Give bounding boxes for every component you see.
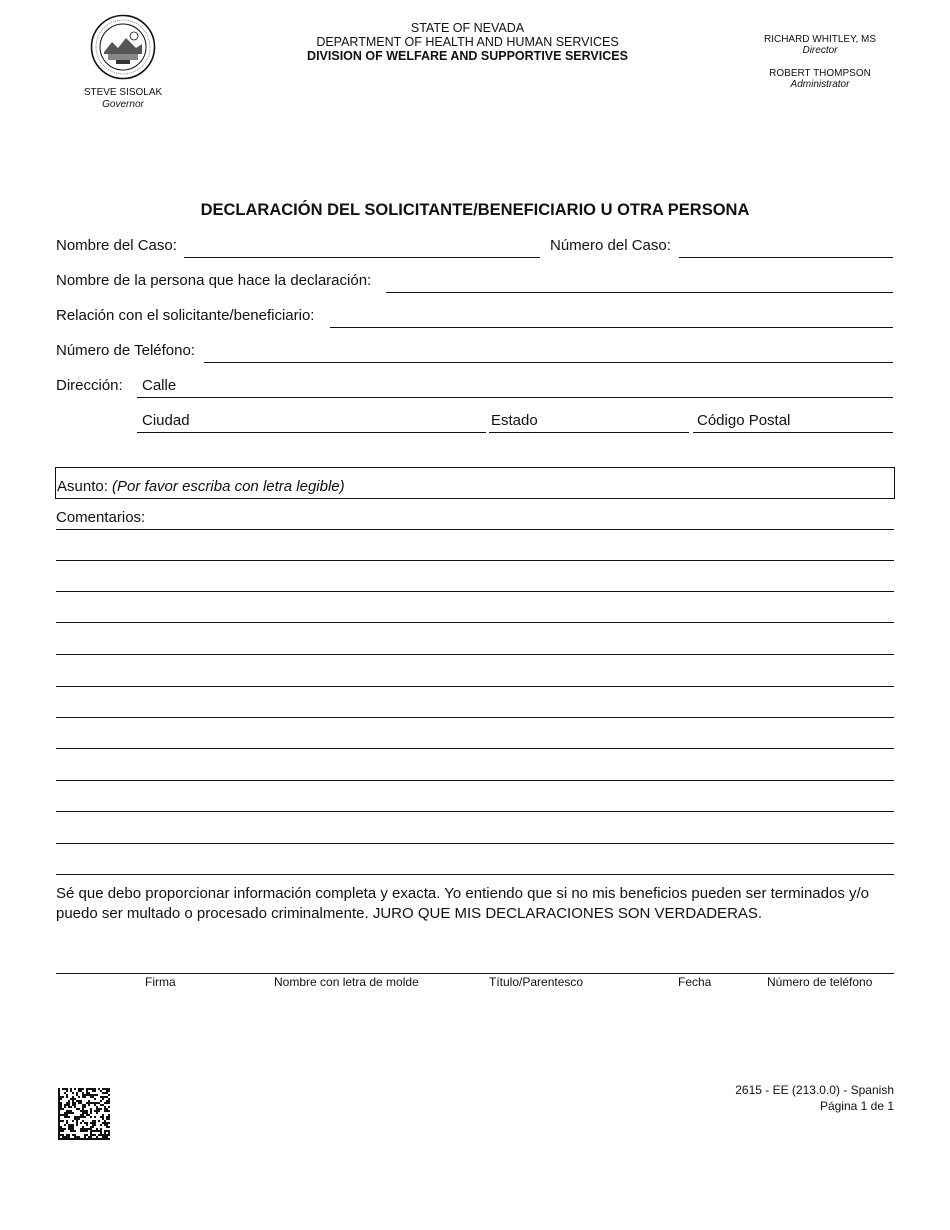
zip-label: Código Postal — [697, 412, 791, 429]
declaration-statement: Sé que debo proporcionar información completa y exacta. Yo entiendo que si no mis beneficios pueden ser terminados y/o puedo ser multado o procesado criminalmente. JURO QUE MIS DECLARACIONES SON VERDADERAS. — [56, 885, 870, 922]
governor-name: STEVE SISOLAK — [83, 87, 163, 98]
signature-phone-label: Número de teléfono — [767, 975, 873, 989]
qr-barcode-icon — [58, 1088, 110, 1140]
state-field[interactable] — [489, 432, 689, 433]
subject-label-text: Asunto: — [57, 478, 108, 495]
street-label: Calle — [142, 377, 177, 394]
director-name: RICHARD WHITLEY, MS — [763, 34, 877, 45]
printed-name-label: Nombre con letra de molde — [274, 975, 419, 989]
signature-label: Firma — [145, 975, 176, 989]
state-label: Estado — [491, 412, 538, 429]
case-name-field[interactable] — [184, 257, 540, 258]
comments-line[interactable] — [56, 843, 894, 844]
date-label: Fecha — [678, 975, 712, 989]
city-label: Ciudad — [142, 412, 190, 429]
department-name: DEPARTMENT OF HEALTH AND HUMAN SERVICES — [316, 35, 619, 49]
phone-field[interactable] — [204, 362, 893, 363]
page-number: Página 1 de 1 — [819, 1099, 894, 1113]
comments-line[interactable] — [56, 748, 894, 749]
division-name: DIVISION OF WELFARE AND SUPPORTIVE SERVICES — [307, 49, 628, 63]
signature-line[interactable] — [56, 973, 894, 974]
form-title: DECLARACIÓN DEL SOLICITANTE/BENEFICIARIO U OTRA PERSONA — [200, 201, 750, 219]
declarant-label: Nombre de la persona que hace la declaración: — [56, 272, 372, 289]
comments-line[interactable] — [56, 529, 894, 530]
governor-title: Governor — [102, 99, 144, 110]
state-seal-icon — [90, 14, 156, 80]
case-name-label: Nombre del Caso: — [56, 237, 177, 254]
subject-label — [57, 478, 345, 495]
subject-hint: (Por favor escriba con letra legible) — [112, 478, 345, 495]
comments-line[interactable] — [56, 811, 894, 812]
zip-field[interactable] — [693, 432, 893, 433]
comments-line[interactable] — [56, 560, 894, 561]
declarant-field[interactable] — [386, 292, 893, 293]
address-label: Dirección: — [56, 377, 123, 394]
comments-line[interactable] — [56, 717, 894, 718]
city-field[interactable] — [197, 432, 486, 433]
administrator-name: ROBERT THOMPSON — [769, 68, 871, 79]
case-number-label: Número del Caso: — [550, 237, 671, 254]
comments-label: Comentarios: — [56, 509, 146, 526]
relation-label: Relación con el solicitante/beneficiario: — [56, 307, 315, 324]
case-number-field[interactable] — [679, 257, 893, 258]
form-number: 2615 - EE (213.0.0) - Spanish — [735, 1083, 894, 1097]
comments-line[interactable] — [56, 686, 894, 687]
comments-line[interactable] — [56, 654, 894, 655]
phone-label: Número de Teléfono: — [56, 342, 195, 359]
street-field[interactable] — [137, 397, 893, 398]
comments-line[interactable] — [56, 780, 894, 781]
comments-line[interactable] — [56, 591, 894, 592]
city-label-underline — [137, 432, 197, 433]
comments-line[interactable] — [56, 622, 894, 623]
relation-field[interactable] — [330, 327, 893, 328]
director-title: Director — [802, 45, 838, 56]
comments-line[interactable] — [56, 874, 894, 875]
state-name: STATE OF NEVADA — [410, 21, 525, 35]
administrator-title: Administrator — [790, 79, 850, 90]
title-relation-label: Título/Parentesco — [489, 975, 584, 989]
